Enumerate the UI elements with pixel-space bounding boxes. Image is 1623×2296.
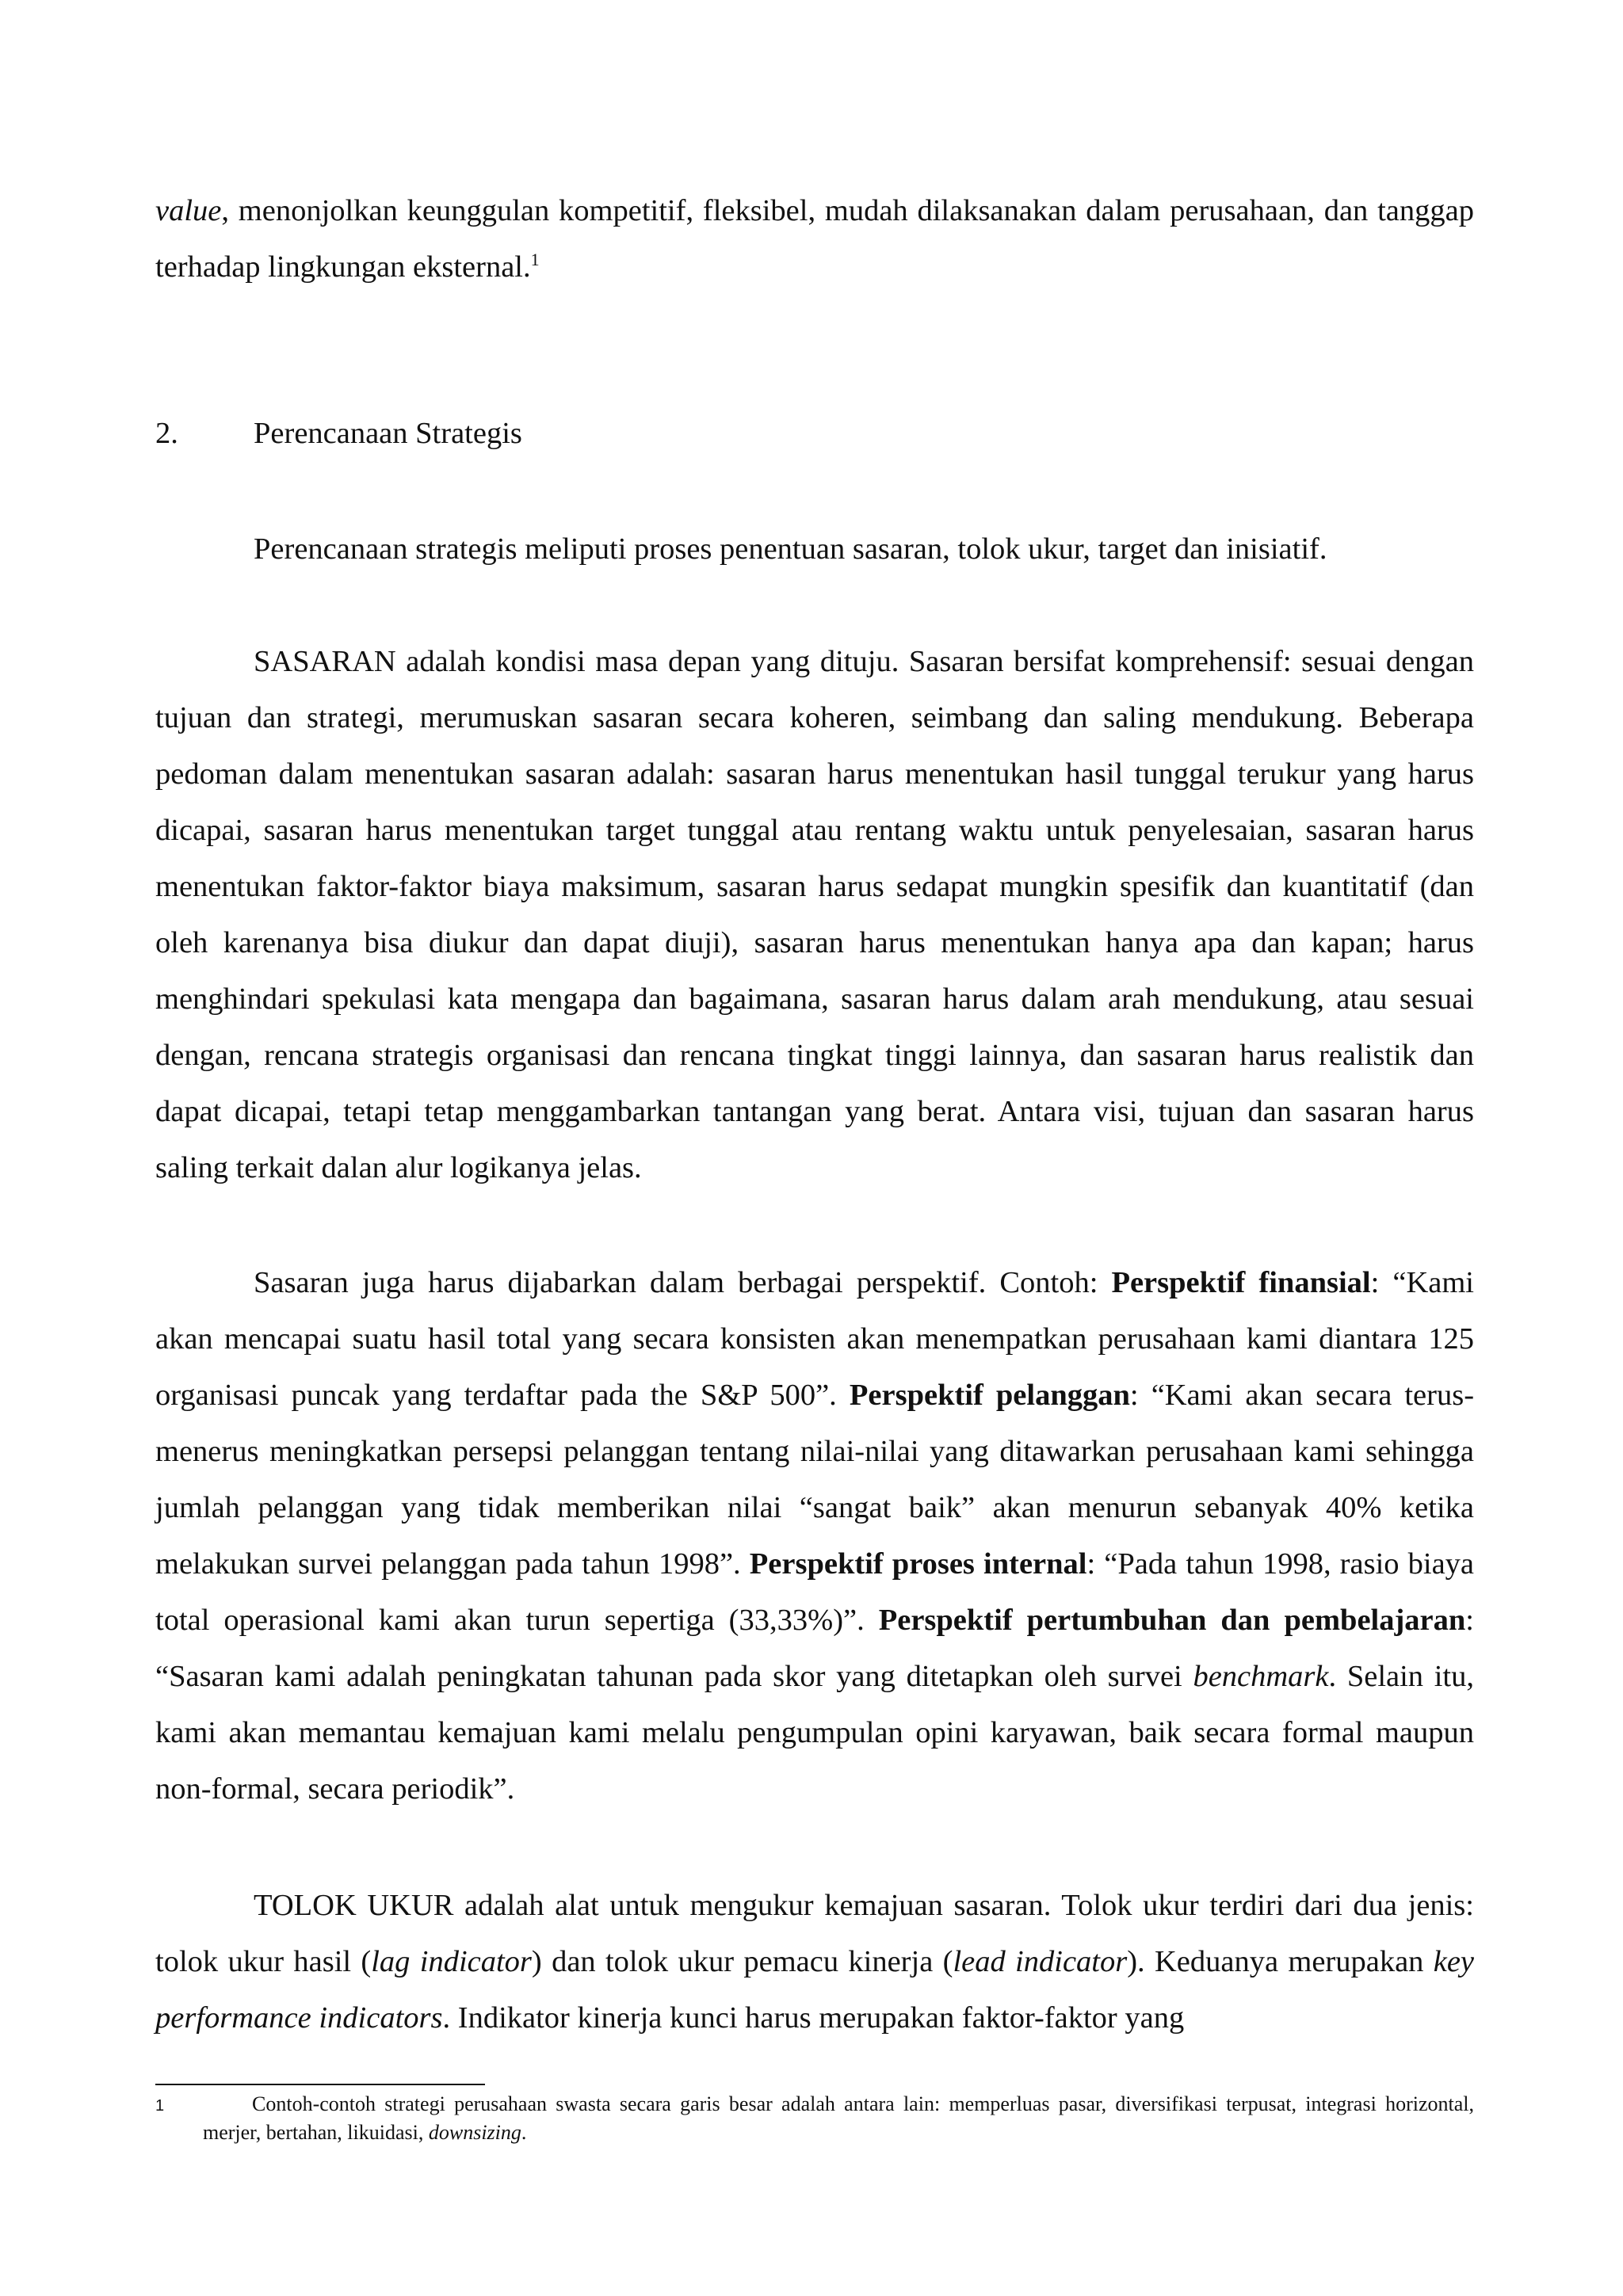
italic-term-lag: lag indicator bbox=[371, 1945, 532, 1978]
italic-term-lead: lead indicator bbox=[953, 1945, 1128, 1978]
footnote bbox=[155, 2090, 1474, 2147]
paragraph-perspektif: Sasaran juga harus dijabarkan dalam berbagai perspektif. Contoh: Perspektif finansial: “Kami akan mencapai suatu hasil total yang secara konsisten akan menempatkan perusahaan kami diantara 125 organisasi puncak yang terdaftar pada the S&P 500”. Perspektif pelanggan: “Kami akan secara terus-menerus meningkatkan persepsi pelanggan tentang nilai-nilai yang ditawarkan perusahaan kami sehingga jumlah pelanggan yang tidak memberikan nilai “sangat baik” akan menurun sebanyak 40% ketika melakukan survei pelanggan pada tahun 1998”. Perspektif proses internal: “Pada tahun 1998, rasio biaya total operasional kami akan turun sepertiga (33,33%)”. Perspektif pertumbuhan dan pembelajaran: “Sasaran kami adalah peningkatan tahunan pada skor yang ditetapkan oleh survei benchmark. Selain itu, kami akan memantau kemajuan kami melalu pengumpulan opini karyawan, baik secara formal maupun non-formal, secara periodik”. bbox=[155, 1266, 1475, 1806]
section-title: Perencanaan Strategis bbox=[254, 417, 522, 450]
paragraph-tolok-ukur: TOLOK UKUR adalah alat untuk mengukur kemajuan sasaran. Tolok ukur terdiri dari dua jenis: tolok ukur hasil (lag indicator) dan tolok ukur pemacu kinerja (lead indicator). Keduanya merupakan key performance indicators. Indikator kinerja kunci harus merupakan faktor-faktor yang bbox=[155, 1889, 1475, 2035]
paragraph-continuation bbox=[155, 183, 1474, 296]
footnote-mark: 1 bbox=[155, 2097, 165, 2115]
bold-term-finansial: Perspektif finansial bbox=[1111, 1266, 1371, 1299]
footnote-separator bbox=[155, 2084, 485, 2085]
italic-term-kpi: key performance indicators bbox=[155, 1945, 1475, 2035]
bold-term-proses-internal: Perspektif proses internal bbox=[749, 1547, 1087, 1581]
bold-term-pelanggan: Perspektif pelanggan bbox=[849, 1379, 1130, 1412]
bold-term-pertumbuhan: Perspektif pertumbuhan dan pembelajaran bbox=[878, 1604, 1466, 1637]
italic-term-benchmark: benchmark bbox=[1193, 1660, 1329, 1693]
paragraph-intro: Perencanaan strategis meliputi proses penentuan sasaran, tolok ukur, target dan inisiatif. bbox=[254, 532, 1327, 566]
italic-term: value bbox=[155, 194, 222, 227]
paragraph-sasaran: SASARAN adalah kondisi masa depan yang dituju. Sasaran bersifat komprehensif: sesuai dengan tujuan dan strategi, merumuskan sasaran secara koheren, seimbang dan saling mendukung. Beberapa pedoman dalam menentukan sasaran adalah: sasaran harus menentukan hasil tunggal terukur yang harus dicapai, sasaran harus menentukan target tunggal atau rentang waktu untuk penyelesaian, sasaran harus menentukan faktor-faktor biaya maksimum, sasaran harus sedapat mungkin spesifik dan kuantitatif (dan oleh karenanya bisa diukur dan dapat diuji), sasaran harus menentukan hanya apa dan kapan; harus menghindari spekulasi kata mengapa dan bagaimana, sasaran harus dalam arah mendukung, atau sesuai dengan, rencana strategis organisasi dan rencana tingkat tinggi lainnya, dan sasaran harus realistik dan dapat dicapai, tetapi tetap menggambarkan tantangan yang berat. Antara visi, tujuan dan sasaran harus saling terkait dalan alur logikanya jelas. bbox=[155, 645, 1474, 1184]
footnote-text: Contoh-contoh strategi perusahaan swasta secara garis besar adalah antara lain: memperluas pasar, diversifikasi terpusat, integrasi horizontal, merjer, bertahan, likuidasi, downsizing. bbox=[203, 2092, 1474, 2144]
section-heading bbox=[155, 406, 948, 462]
footnote-reference[interactable]: 1 bbox=[530, 250, 540, 269]
italic-term-downsizing: downsizing bbox=[428, 2121, 521, 2144]
section-number: 2. bbox=[155, 417, 178, 450]
paragraph-text: , menonjolkan keunggulan kompetitif, fleksibel, mudah dilaksanakan dalam perusahaan, dan tanggap terhadap lingkungan eksternal. bbox=[155, 194, 1474, 284]
